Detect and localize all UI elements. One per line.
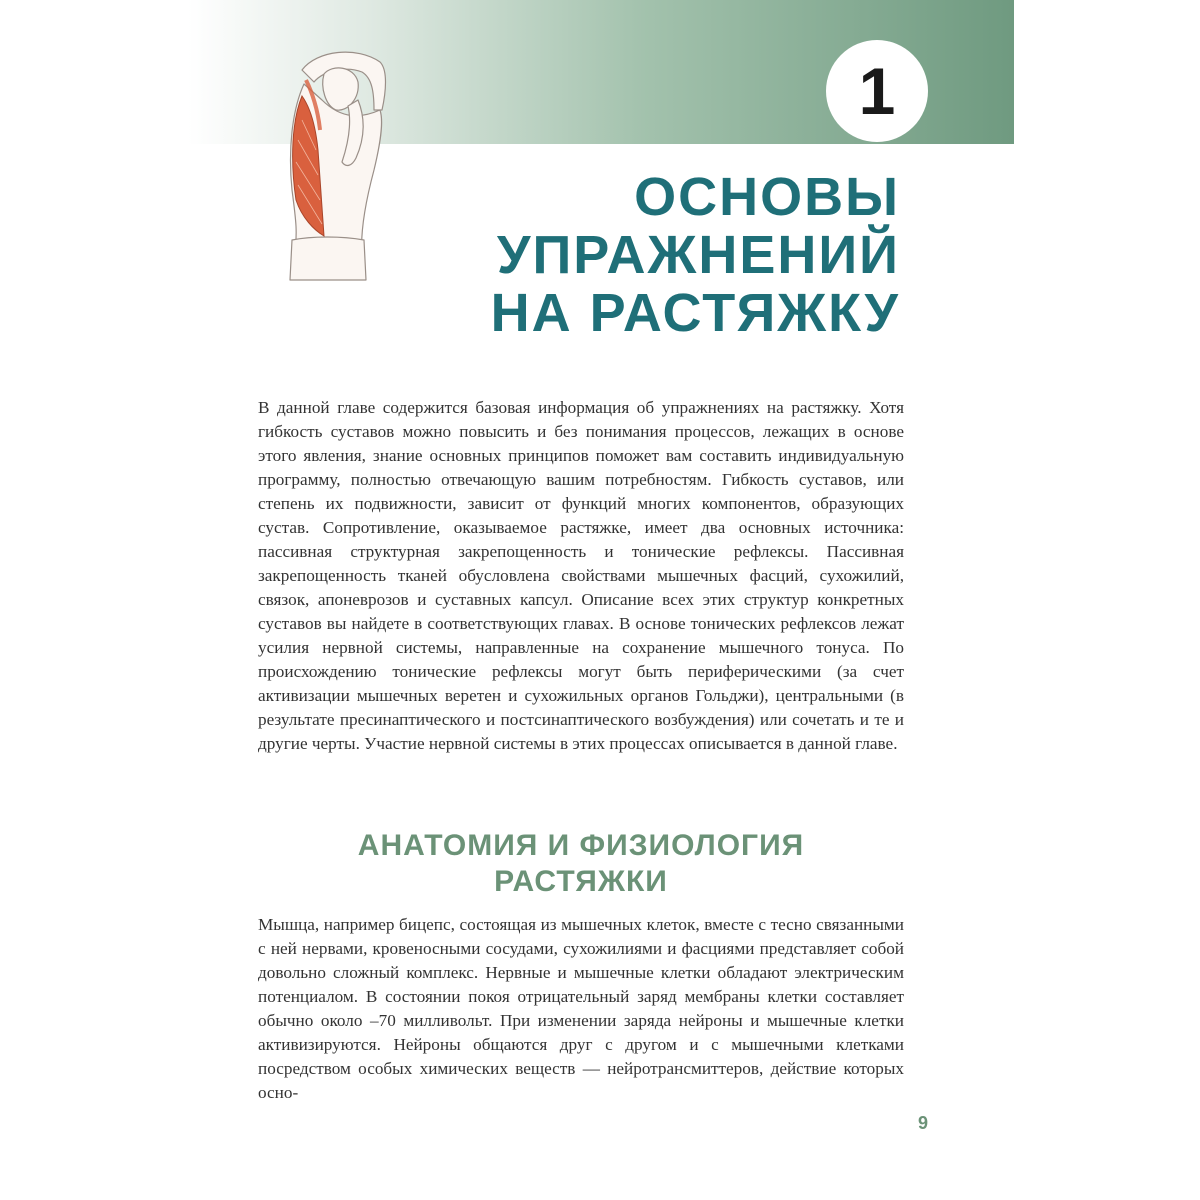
chapter-title-line: ОСНОВЫ <box>634 167 900 227</box>
intro-paragraph: В данной главе содержится базовая информация об упражнениях на растяжку. Хотя гибкость суставов можно повысить и без понимания процессов, лежащих в основе этого явления, знание основных принципов поможет вам составить индивидуальную программу, полностью отвечающую вашим потребностям. Гибкость суставов, или степень их подвижности, зависит от функций многих компонентов, образующих сустав. Сопротивление, оказываемое растяжке, имеет два основных источника: пассивная структурная закрепощенность и тонические рефлексы. Пассивная закрепощенность тканей обусловлена свойствами мышечных фасций, сухожилий, связок, апоневрозов и суставных капсул. Описание всех этих структур конкретных суставов вы найдете в соответствующих главах. В основе тонических рефлексов лежат усилия нервной системы, направленные на сохранение мышечного тонуса. По происхождению тонические рефлексы могут быть периферическими (за счет активизации мышечных веретен и сухожильных органов Гольджи), центральными (в результате пресинаптического и постсинаптического возбуждения) или сочетать и те и другие черты. Участие нервной системы в этих процессах описывается в данной главе. <box>258 398 904 753</box>
chapter-number: 1 <box>858 54 896 128</box>
section-paragraph: Мышца, например бицепс, состоящая из мышечных клеток, вместе с тесно связанными с ней нервами, кровеносными сосудами, сухожилиями и фасциями представляет собой довольно сложный комплекс. Нервные и мышечные клетки обладают электрическим потенциалом. В состоянии покоя отрицательный заряд мембраны клетки составляет обычно около –70 милливольт. При изменении заряда нейроны и мышечные клетки активизируются. Нейроны общаются друг с другом и с мышечными клетками посредством особых химических веществ — нейротрансмиттеров, действие которых осно- <box>258 915 904 1102</box>
section-heading-line: АНАТОМИЯ И ФИЗИОЛОГИЯ <box>357 829 805 862</box>
chapter-title-line: УПРАЖНЕНИЙ <box>496 225 900 285</box>
chapter-number-badge <box>826 40 928 142</box>
section-heading <box>258 828 904 900</box>
chapter-title-line: НА РАСТЯЖКУ <box>490 283 900 343</box>
chapter-title <box>491 168 900 342</box>
page-number: 9 <box>918 1113 929 1133</box>
section-heading-line: РАСТЯЖКИ <box>494 865 668 898</box>
stretching-figure-illustration <box>262 40 412 290</box>
